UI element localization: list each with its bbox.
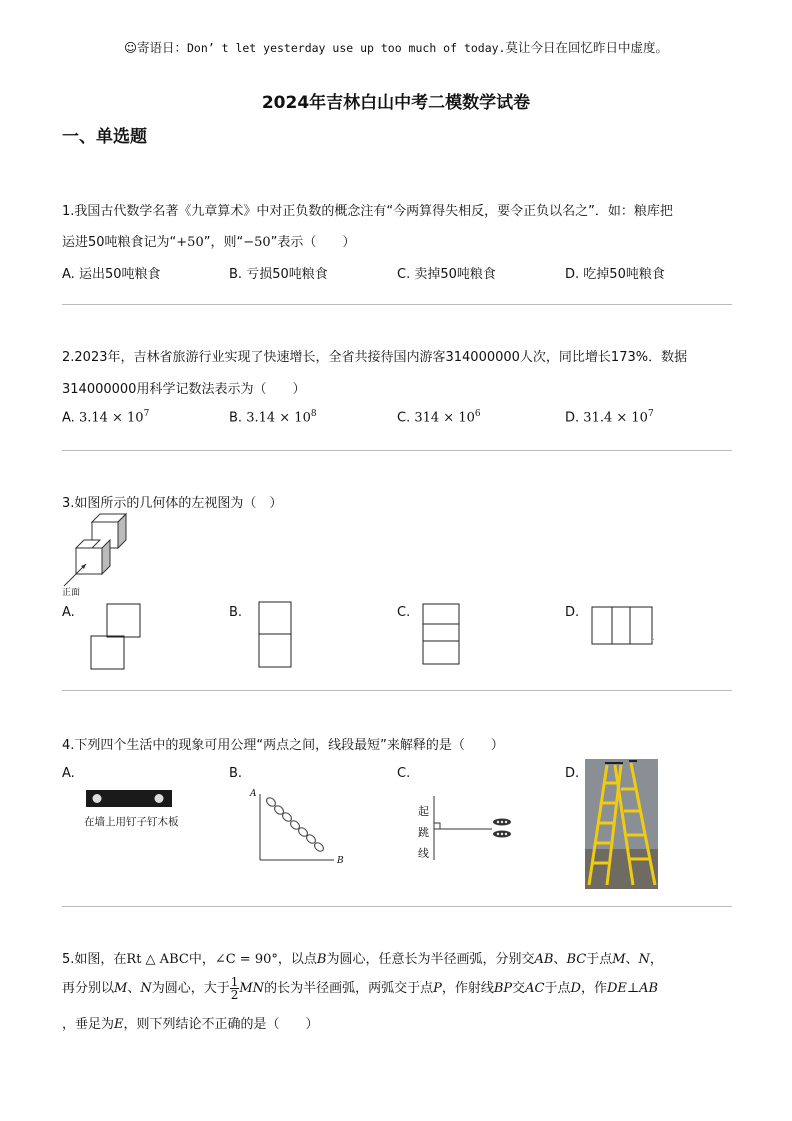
- q5-math: M: [612, 952, 626, 967]
- divider: [62, 906, 732, 907]
- section-heading: 一、单选题: [62, 127, 147, 147]
- divider: [62, 304, 732, 305]
- option-label: D.: [565, 267, 580, 282]
- option-label: D.: [565, 410, 580, 426]
- q5-math: AC: [525, 981, 545, 996]
- option-label: B.: [229, 267, 243, 282]
- q3-option-b[interactable]: B.: [229, 605, 243, 620]
- q2-stem-line2: 314000000用科学记数法表示为（ ）: [62, 382, 306, 397]
- q4-stem: 4.下列四个生活中的现象可用公理“两点之间，线段最短”来解释的是（ ）: [62, 738, 504, 753]
- q3-option-c[interactable]: C.: [397, 605, 411, 620]
- q4-option-d[interactable]: D.: [565, 766, 580, 781]
- q1-stem-line2: [62, 231, 355, 250]
- q3-option-a-figure: [90, 603, 142, 669]
- q5-text: ，以点: [277, 952, 317, 967]
- q5-text: 为圆心，大于: [151, 981, 230, 996]
- q5-math: D: [570, 981, 581, 996]
- option-mantissa: 31.4 × 10: [583, 410, 648, 426]
- q1-option-a[interactable]: [62, 263, 160, 282]
- q2-option-c[interactable]: [397, 409, 481, 425]
- option-exponent: 6: [474, 409, 481, 419]
- q1-text-a: 运进50吨粮食记为“: [62, 235, 177, 250]
- q5-text: ，垂足为: [62, 1017, 115, 1032]
- fraction-denominator: 2: [230, 988, 239, 1002]
- option-label: B.: [229, 410, 243, 426]
- q3-option-b-figure: [258, 601, 292, 668]
- q1-option-b[interactable]: [229, 263, 328, 282]
- q5-text: ，作: [580, 981, 607, 996]
- option-label: C.: [397, 410, 411, 426]
- motto-line: [0, 38, 792, 56]
- q5-math: N: [140, 981, 152, 996]
- q1-stem-line1: 1.我国古代数学名著《九章算术》中对正负数的概念注有“今两算得失相反，要令正负以名之”．如：粮库把: [62, 204, 673, 219]
- q5-stem-line3: [62, 1013, 319, 1032]
- q3-option-c-figure: [422, 603, 460, 665]
- option-label: A.: [62, 410, 75, 426]
- q4-option-a[interactable]: A.: [62, 766, 75, 781]
- q4-c-char: 线: [418, 847, 429, 860]
- q3-option-a[interactable]: A.: [62, 605, 75, 620]
- q1-text-c: ”表示（ ）: [270, 235, 356, 250]
- q5-stem-line1: [62, 948, 663, 967]
- q5-text: ，作射线: [441, 981, 494, 996]
- q4-option-b-figure: [252, 788, 347, 866]
- q5-text: ，: [649, 952, 663, 967]
- q5-text: 于点: [586, 952, 613, 967]
- divider: [62, 690, 732, 691]
- q4-option-a-board: [86, 790, 172, 808]
- option-text: 亏损50吨粮食: [246, 267, 328, 282]
- q5-text: 于点: [544, 981, 571, 996]
- q5-math: ∠C = 90°: [214, 952, 278, 967]
- q1-option-c[interactable]: [397, 263, 496, 282]
- option-exponent: 8: [310, 409, 317, 419]
- motto-chinese: 莫让今日在回忆昨日中虚度。: [505, 40, 669, 55]
- q3-stem: 3.如图所示的几何体的左视图为（ ）: [62, 496, 283, 511]
- q4-b-label-b: B: [337, 856, 344, 866]
- q2-option-a[interactable]: [62, 409, 149, 425]
- fraction-numerator: 1: [230, 975, 239, 989]
- q4-option-c[interactable]: C.: [397, 766, 411, 781]
- q5-stem-line2: [62, 976, 658, 1001]
- q4-option-a-caption: 在墙上用钉子钉木板: [84, 816, 179, 828]
- q5-math: DE⊥AB: [606, 981, 659, 996]
- option-mantissa: 314 × 10: [414, 410, 475, 426]
- q5-text: ，则下列结论不正确的是（ ）: [123, 1017, 319, 1032]
- motto-prefix: ☺寄语日：: [123, 40, 187, 55]
- q5-text: 再分别以: [62, 981, 115, 996]
- option-text: 卖掉50吨粮食: [414, 267, 496, 282]
- option-text: 运出50吨粮食: [78, 267, 161, 282]
- option-exponent: 7: [143, 409, 150, 419]
- q1-math-minus50: −50: [243, 235, 271, 250]
- q4-c-vertical-label: [418, 801, 429, 864]
- q5-math: N: [638, 952, 650, 967]
- q2-option-d[interactable]: [565, 409, 654, 425]
- q3-option-d-figure: [591, 606, 657, 646]
- q5-text: 、: [553, 952, 567, 967]
- q5-math: AB: [534, 952, 554, 967]
- q5-text: 中，: [188, 952, 215, 967]
- q2-stem-line1: 2.2023年，吉林省旅游行业实现了快速增长，全省共接待国内游客314000000人次，同比增长173%．数据: [62, 350, 688, 365]
- q1-math-plus50: +50: [176, 235, 204, 250]
- q5-math: Rt △ ABC: [126, 952, 189, 967]
- q5-math: E: [114, 1017, 124, 1032]
- q5-math: B: [316, 952, 327, 967]
- q1-text-b: ”，则“: [203, 235, 244, 250]
- page-title: 2024年吉林白山中考二模数学试卷: [261, 93, 531, 113]
- q5-text: 、: [127, 981, 141, 996]
- q5-text: 的长为半径画弧，两弧交于点: [264, 981, 434, 996]
- q5-math: MN: [239, 981, 265, 996]
- q5-text: 、: [625, 952, 639, 967]
- q5-text: 5.如图，在: [62, 952, 127, 967]
- q3-option-d[interactable]: D.: [565, 605, 580, 620]
- option-mantissa: 3.14 × 10: [246, 410, 311, 426]
- q4-b-label-a: A: [250, 789, 257, 799]
- option-mantissa: 3.14 × 10: [78, 410, 144, 426]
- q4-option-d-ladder-photo: [585, 759, 658, 889]
- q5-math: M: [114, 981, 128, 996]
- q5-math: BP: [493, 981, 513, 996]
- q4-c-char: 起: [418, 805, 429, 818]
- q5-math: P: [433, 981, 442, 996]
- q5-text: 为圆心，任意长为半径画弧，分别交: [326, 952, 535, 967]
- option-text: 吃掉50吨粮食: [583, 267, 665, 282]
- q4-c-char: 跳: [418, 826, 429, 839]
- q4-option-b[interactable]: B.: [229, 766, 243, 781]
- q5-text: 交: [512, 981, 526, 996]
- q1-option-d[interactable]: [565, 263, 665, 282]
- q2-option-b[interactable]: [229, 409, 317, 425]
- q3-front-label: 正面: [62, 588, 81, 598]
- option-label: A.: [62, 267, 75, 282]
- q4-option-c-figure: [432, 796, 524, 862]
- divider: [62, 450, 732, 451]
- q5-fraction: [230, 976, 240, 1001]
- option-label: C.: [397, 267, 411, 282]
- q5-math: BC: [566, 952, 587, 967]
- motto-english: Don’ t let yesterday use up too much of today.: [187, 41, 506, 55]
- option-exponent: 7: [647, 409, 654, 419]
